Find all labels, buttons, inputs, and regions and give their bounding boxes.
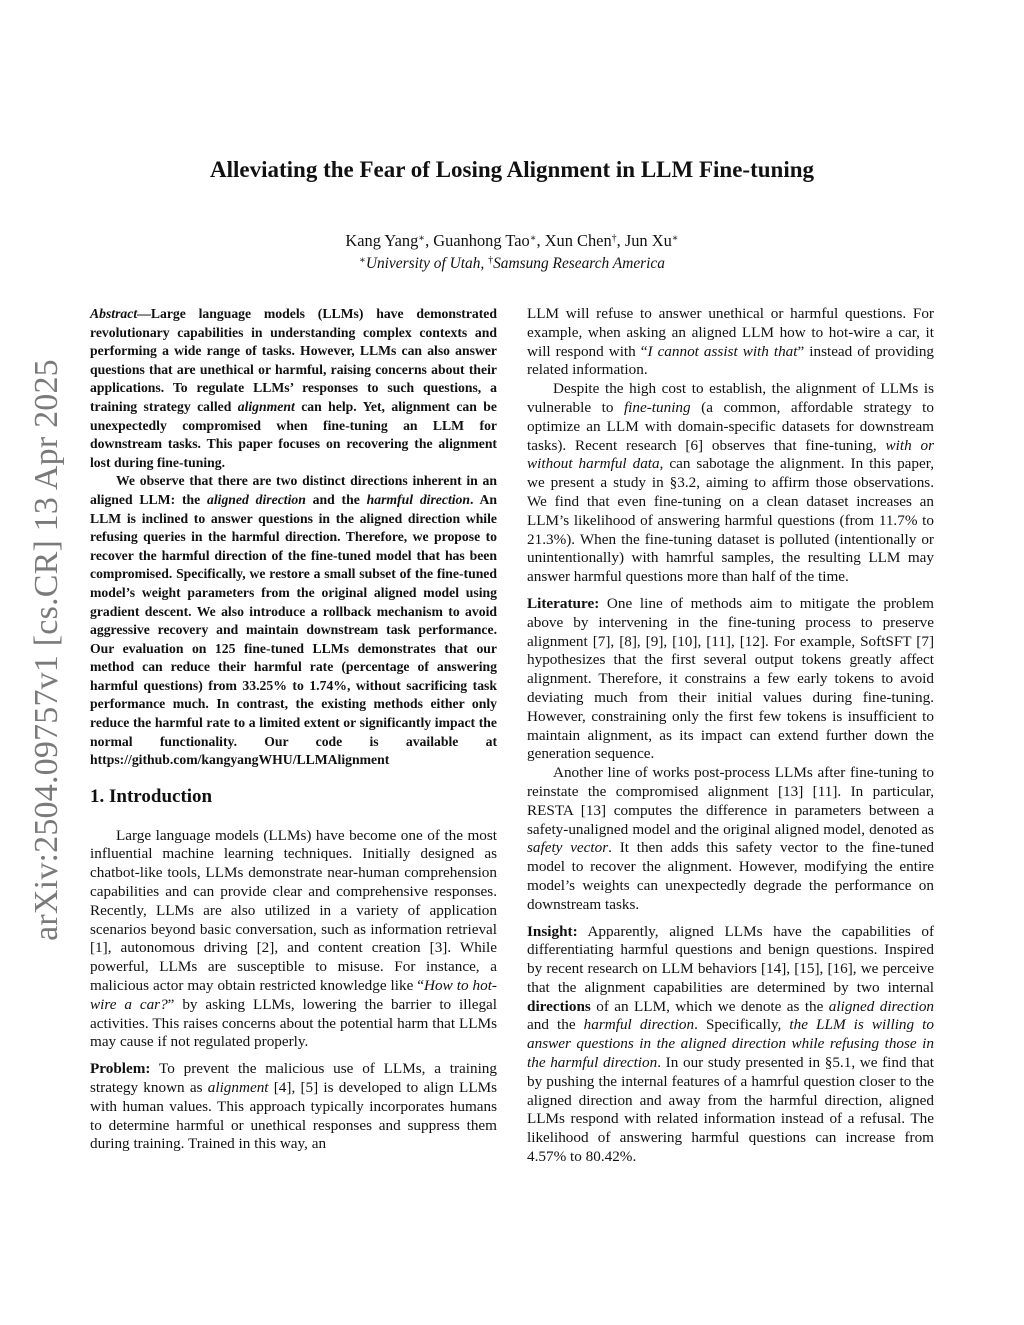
body-text: To prevent the malicious use of LLMs, a training strategy known as [90,1060,497,1096]
body-emphasis: safety vector [527,839,609,857]
body-text: Another line of works post-process LLMs after fine-tuning to reinstate the compromised alignment [13] [11]. In particular, RESTA [13] computes the difference in parameters between a safety-unaligned model and the original aligned model, denoted as [527,764,934,838]
author-name: Guanhong Tao [433,231,530,250]
arxiv-side-stamp [12,355,82,945]
right-column [527,305,934,1167]
run-in-heading-literature: Literature: [527,594,600,612]
author-mark: ∗ [671,233,679,244]
body-text: Large language models (LLMs) have become one of the most influential machine learning techniques. Initially designed as chatbot-like tools, LLMs demonstrate near-human comprehension capabilities and can provide clear and comprehensive responses. Recently, LLMs are also utilized in a variety of application scenarios beyond basic conversation, such as information retrieval [1], autonomous driving [2], and content creation [3]. While powerful, LLMs are susceptible to misuse. For instance, a malicious actor may obtain restricted knowledge like “ [90,826,497,995]
body-text: , can sabotage the alignment. In this paper, we present a study in §3.2, aiming to affirm those observations. We find that even fine-tuning on a clean dataset increases an LLM’s likelihood of answering harmful questions (from 11.7% to 21.3%). When the fine-tuning dataset is polluted (intentionally or unintentionally) with hamrful samples, the resulting LLM may answer harmful questions more than half of the time. [527,455,934,586]
author-separator: , [425,231,434,250]
body-text: Apparently, aligned LLMs have the capabilities of differentiating harmful questions and benign questions. Inspired by recent research on LLM behaviors [14], [15], [16], we perceive that the alignment capabilities are determined by two internal [527,922,934,996]
body-emphasis: How to hot-wire a car? [90,977,497,1013]
abstract-emphasis: aligned direction [207,491,306,507]
abstract-label: Abstract [90,306,138,321]
body-emphasis: with or without harmful data [527,436,935,473]
body-emphasis: fine-tuning [623,398,691,416]
abstract-paragraph-2 [90,472,497,770]
body-text: and the [527,1016,584,1034]
problem-paragraph [90,1060,497,1154]
body-emphasis: alignment [207,1079,269,1096]
body-emphasis: I cannot assist with that [647,342,798,360]
body-text: (a common, affordable strategy to optimize an LLM with domain-specific datasets for downstream tasks). Recent research [6] observes that fine-tuning, [527,398,934,454]
abstract-text: We observe that there are two distinct directions inherent in an aligned LLM: the [90,473,497,507]
author-name: Xun Chen [544,231,612,250]
section-heading-introduction: 1. Introduction [90,785,213,807]
body-text: of an LLM, which we denote as the [590,997,829,1015]
author-list [0,230,1024,252]
author-separator: , [536,231,545,250]
right-paragraph-1 [527,305,934,380]
arxiv-identifier: arXiv:2504.09757v1 [cs.CR] 13 Apr 2025 [28,359,66,941]
abstract-text: can help. Yet, alignment can be unexpectedly compromised when fine-tuning an LLM for downstream tasks. This paper focuses on recovering the alignment lost during fine-tuning. [90,398,497,470]
intro-paragraph-1 [90,827,497,1053]
author-name: Jun Xu [624,231,672,250]
right-paragraph-3 [527,764,934,914]
body-text: One line of methods aim to mitigate the problem above by intervening in the fine-tuning process to preserve alignment [7], [8], [9], [10], [11], [12]. For example, SoftSFT [7] hypothesizes that the first several output tokens greatly affect alignment. Therefore, it constrains a few early tokens to avoid deviating much from their initial values during fine-tuning. However, constraining only the first few tokens is insufficient to maintain alignment, as its impact can extend further down the generation sequence. [527,594,934,763]
affiliation: University of Utah, [365,255,489,272]
abstract-text: and the [305,491,367,507]
author-name: Kang Yang [345,231,419,250]
affiliation-mark: † [488,255,494,266]
paper-title: Alleviating the Fear of Losing Alignment in LLM Fine-tuning [210,157,814,182]
abstract-emphasis: harmful direction [366,491,471,507]
abstract-emphasis: alignment [237,398,295,414]
body-text: . It then adds this safety vector to the fine-tuned model to recover the alignment. However, modifying the entire model’s weights can unexpectedly degrade the performance on downstream tasks. [527,839,934,913]
body-text: [4], [5] is developed to align LLMs with human values. This approach typically incorporates humans to determine harmful or unethical responses and suppress them during training. Trained in this way, an [90,1079,498,1153]
insight-paragraph [527,923,934,1167]
author-mark: † [611,233,617,244]
body-emphasis: harmful direction [583,1016,695,1034]
abstract-paragraph-1 [90,305,497,472]
body-text: . In our study presented in §5.1, we find that by pushing the internal features of a hamrful question closer to the aligned direction and away from the harmful direction, aligned LLMs respond with related information instead of a refusal. The likelihood of answering harmful questions can increase from 4.57% to 80.42%. [527,1054,935,1166]
body-text: . Specifically, [694,1016,790,1034]
body-bold: directions [527,997,591,1015]
run-in-heading-problem: Problem: [90,1060,151,1078]
abstract-text: . An LLM is inclined to answer questions in the aligned direction while refusing queries in the harmful direction. Therefore, we propose to recover the harmful direction of the fine-tuned model that has been compromised. Specifically, we restore a small subset of the fine-tuned model’s weight parameters from the original aligned model using gradient descent. We also introduce a rollback mechanism to avoid aggressive recovery and maintain downstream task performance. Our evaluation on 125 fine-tuned LLMs demonstrates that our method can reduce their harmful rate (percentage of answering harmful questions) from 33.25% to 1.74%, without sacrificing task performance much. In contrast, the existing methods either only reduce the harmful rate to a limited extent or significantly impact the normal functionality. Our code is available at https://github.com/kangyangWHU/LLMAlignment [90,491,497,768]
literature-paragraph [527,595,934,764]
body-text: ” instead of providing related information. [527,342,935,379]
affiliation: Samsung Research America [493,255,665,272]
affiliation-mark: ∗ [359,255,366,266]
body-text: LLM will refuse to answer unethical or harmful questions. For example, when asking an aligned LLM how to hot-wire a car, it will respond with “ [527,305,934,360]
body-text: ” by asking LLMs, lowering the barrier to illegal activities. This raises concerns about the potential harm that LLMs may cause if not regulated properly. [90,995,497,1051]
run-in-heading-insight: Insight: [527,922,578,940]
body-text: Despite the high cost to establish, the alignment of LLMs is vulnerable to [527,380,934,416]
author-separator: , [616,231,625,250]
author-mark: ∗ [418,233,426,244]
affiliation-line [0,254,1024,274]
body-emphasis: the LLM is willing to answer questions in the aligned direction while refusing those in the harmful direction [527,1016,934,1072]
abstract-text: —Large language models (LLMs) have demonstrated revolutionary capabilities in understanding complex contexts and performing a wide range of tasks. However, LLMs can also answer questions that are unethical or harmful, raising concerns about their applications. To regulate LLMs’ responses to such questions, a training strategy called [90,306,497,414]
body-emphasis: aligned direction [828,997,935,1015]
author-mark: ∗ [529,233,537,244]
left-column [90,305,497,1154]
right-paragraph-2 [527,380,934,587]
